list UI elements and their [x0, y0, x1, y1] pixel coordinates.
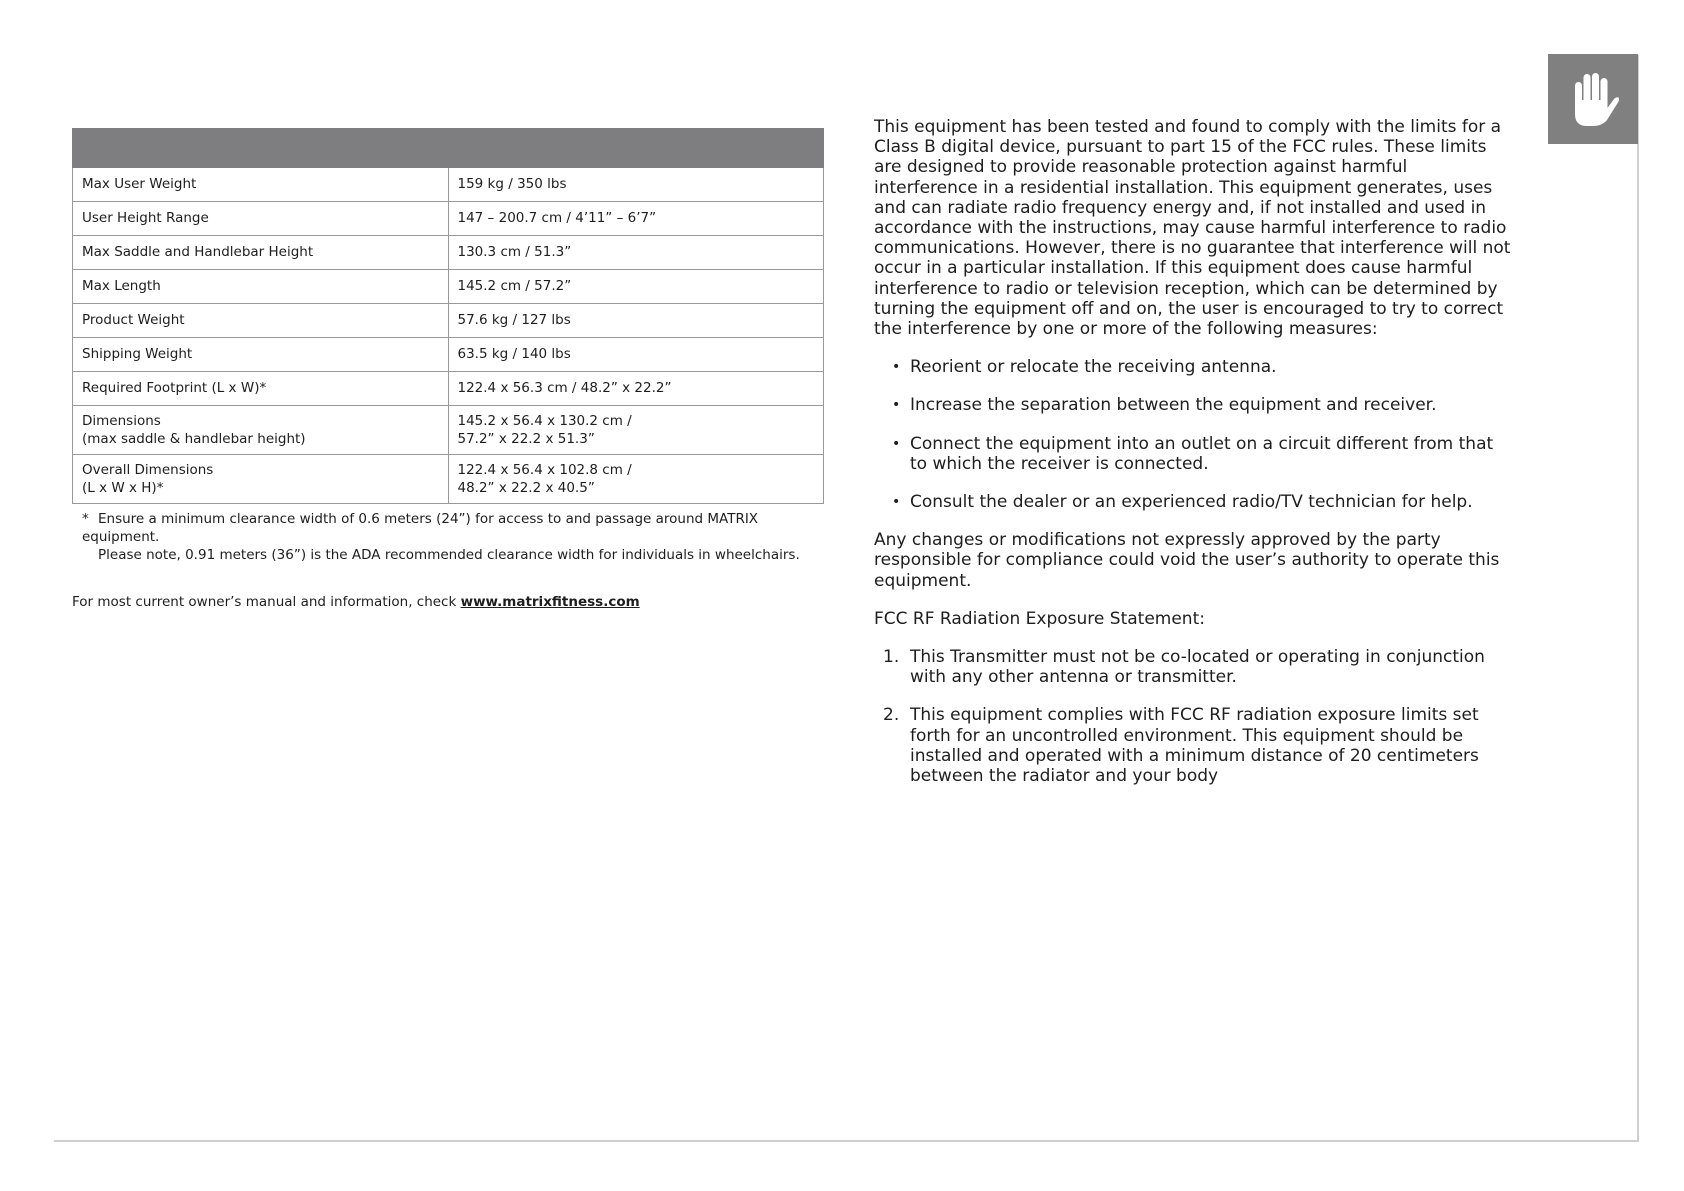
- rf-item-text: This Transmitter must not be co-located or operating in conjunction with any other antenna or transmitter.: [910, 647, 1485, 688]
- list-item: [874, 705, 1514, 786]
- spec-value: 122.4 x 56.3 cm / 48.2” x 22.2”: [448, 372, 824, 406]
- spec-label: [73, 455, 449, 504]
- spec-value: 147 – 200.7 cm / 4’11” – 6’7”: [448, 202, 824, 236]
- measure-text: Connect the equipment into an outlet on a circuit different from that to which the receiver is connected.: [910, 433, 1494, 474]
- rf-item-text: This equipment complies with FCC RF radiation exposure limits set forth for an uncontrolled environment. This equipment should be installed and operated with a minimum distance of 20 centimeters between the radiator and your body: [910, 705, 1479, 787]
- table-row: [73, 202, 824, 236]
- spec-value: 159 kg / 350 lbs: [448, 168, 824, 202]
- spec-label: Product Weight: [73, 304, 449, 338]
- list-item: [874, 647, 1514, 687]
- website-prefix: For most current owner’s manual and information, check: [72, 594, 461, 610]
- measures-list: [874, 357, 1514, 512]
- table-footnote: [72, 510, 824, 564]
- table-header-bar: [73, 129, 824, 168]
- bullet-icon: •: [892, 494, 901, 511]
- spec-value: 63.5 kg / 140 lbs: [448, 338, 824, 372]
- spec-value-line: 57.2” x 22.2 x 51.3”: [457, 431, 595, 447]
- spec-label-line: (L x W x H)*: [82, 480, 164, 496]
- bullet-icon: •: [892, 397, 901, 414]
- spec-value-line: 145.2 x 56.4 x 130.2 cm /: [457, 413, 632, 429]
- spec-value: [448, 406, 824, 455]
- table-row: [73, 236, 824, 270]
- warning-tab: [1548, 54, 1638, 144]
- page-frame-right: [1637, 55, 1639, 1142]
- page-frame-bottom: [54, 1140, 1639, 1142]
- bullet-icon: •: [892, 359, 901, 376]
- footnote-line-2: Please note, 0.91 meters (36”) is the ADA recommended clearance width for individuals in wheelchairs.: [98, 547, 800, 563]
- rf-list: [874, 647, 1514, 786]
- table-row: [73, 270, 824, 304]
- table-row: [73, 304, 824, 338]
- website-link[interactable]: www.matrixfitness.com: [460, 594, 640, 610]
- specifications-section: [72, 128, 824, 564]
- spec-value: 130.3 cm / 51.3”: [448, 236, 824, 270]
- spec-value-line: 122.4 x 56.4 x 102.8 cm /: [457, 462, 632, 478]
- table-row: [73, 406, 824, 455]
- table-row: [73, 338, 824, 372]
- measure-text: Consult the dealer or an experienced radio/TV technician for help.: [910, 492, 1473, 513]
- specifications-table: [72, 128, 824, 504]
- spec-value: 57.6 kg / 127 lbs: [448, 304, 824, 338]
- bullet-icon: •: [892, 435, 901, 452]
- spec-label: Required Footprint (L x W)*: [73, 372, 449, 406]
- spec-value: 145.2 cm / 57.2”: [448, 270, 824, 304]
- measure-text: Reorient or relocate the receiving antenna.: [910, 357, 1277, 378]
- spec-value-line: 48.2” x 22.2 x 40.5”: [457, 480, 595, 496]
- spec-label: Max Saddle and Handlebar Height: [73, 236, 449, 270]
- table-row: [73, 168, 824, 202]
- changes-warning: Any changes or modifications not expressly approved by the party responsible for compliance could void the user’s authority to operate this equipment.: [874, 530, 1500, 591]
- footnote-marker: *: [82, 511, 89, 527]
- table-row: [73, 455, 824, 504]
- rf-heading: FCC RF Radiation Exposure Statement:: [874, 608, 1205, 629]
- spec-label-line: (max saddle & handlebar height): [82, 431, 306, 447]
- spec-label: Max Length: [73, 270, 449, 304]
- spec-value: [448, 455, 824, 504]
- item-number: 1.: [883, 647, 900, 668]
- list-item: [874, 395, 1514, 415]
- table-row: [73, 372, 824, 406]
- stop-hand-icon: [1567, 70, 1619, 128]
- spec-label: [73, 406, 449, 455]
- spec-label: Max User Weight: [73, 168, 449, 202]
- footnote-line-1: Ensure a minimum clearance width of 0.6 meters (24”) for access to and passage around MATRIX equipment.: [82, 511, 759, 545]
- spec-label-line: Overall Dimensions: [82, 462, 214, 478]
- website-note: [72, 594, 640, 610]
- fcc-section: [874, 117, 1514, 804]
- fcc-intro-paragraph: This equipment has been tested and found to comply with the limits for a Class B digital device, pursuant to part 15 of the FCC rules. These limits are designed to provide reasonable protection against harmful interference in a residential installation. This equipment generates, uses and can radiate radio frequency energy and, if not installed and used in accordance with the instructions, may cause harmful interference to radio communications. However, there is no guarantee that interference will not occur in a particular installation. If this equipment does cause harmful interference to radio or television reception, which can be determined by turning the equipment off and on, the user is encouraged to try to correct the interference by one or more of the following measures:: [874, 117, 1511, 340]
- list-item: [874, 357, 1514, 377]
- measure-text: Increase the separation between the equipment and receiver.: [910, 395, 1437, 416]
- spec-label: User Height Range: [73, 202, 449, 236]
- spec-label-line: Dimensions: [82, 413, 161, 429]
- spec-label: Shipping Weight: [73, 338, 449, 372]
- item-number: 2.: [883, 705, 900, 726]
- list-item: [874, 492, 1514, 512]
- list-item: [874, 434, 1514, 474]
